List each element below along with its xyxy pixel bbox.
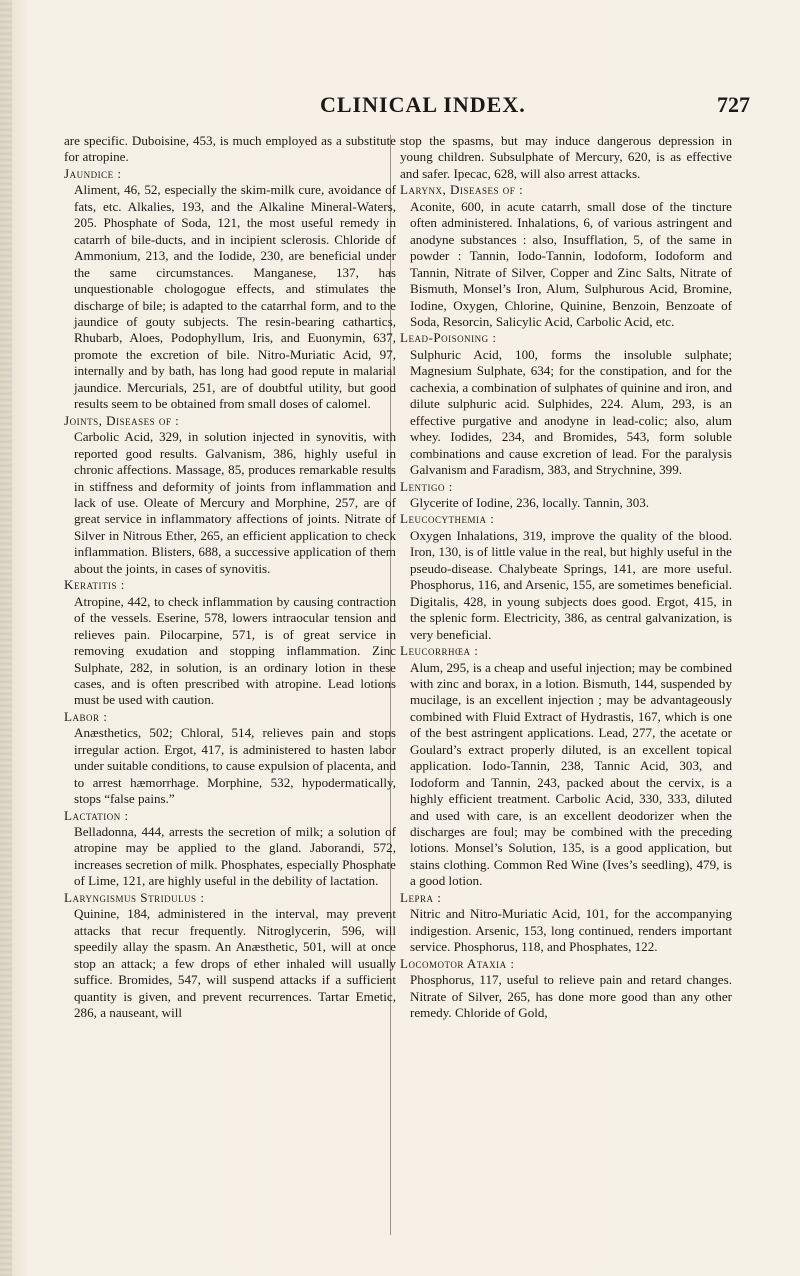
page-binding-edge [0,0,12,1276]
entry-heading-lentigo: Lentigo : [400,478,453,494]
entry-text-leucocythemia: Oxygen Inhalations, 319, improve the quality of the blood. Iron, 130, is of little value in the real, but highly useful in the pseudo-disease. Chalybeate Springs, 141, are more useful. Phosphorus, 116, and Arsenic, 155, are sometimes beneficial. Digitalis, 428, in young subjects does good. Ergot, 415, in the splenic form. Electricity, 386, as central galvanization, is very beneficial. [410,527,732,642]
entry-heading-larynx: Larynx, Diseases of : [400,182,524,198]
entry-heading-lead-poisoning: Lead-Poisoning : [400,330,497,346]
page-number: 727 [717,92,750,117]
entry-text-lactation: Belladonna, 444, arrests the secretion of milk; a solution of atropine may be applied to the gland. Jaborandi, 572, increases secretion of milk. Phosphates, especially Phosphate of Lime, 121, are highly useful in the debility of lactation. [74,824,396,889]
entry-heading-keratitis: Keratitis : [64,577,125,593]
entry-heading-lactation: Lactation : [64,807,129,823]
right-column [400,133,732,1021]
entry-heading-laryngismus: Laryngismus Stridulus : [64,889,205,905]
continued-text: stop the spasms, but may induce dangerous depression in young children. Subsulphate of Mercury, 620, is as effective and safer. Ipecac, 628, will also arrest attacks. [400,133,732,181]
entry-heading-lepra: Lepra : [400,889,442,905]
entry-heading-leucorrhoea: Leucorrhœa : [400,643,479,659]
entry-heading-labor: Labor : [64,708,108,724]
page-header [230,92,750,120]
entry-text-lepra: Nitric and Nitro-Muriatic Acid, 101, for the accompanying indigestion. Arsenic, 153, long continued, renders important service. Phosphorus, 118, and Phosphates, 122. [410,906,732,955]
entry-text-laryngismus: Quinine, 184, administered in the interval, may prevent attacks that recur frequently. Nitroglycerin, 596, will speedily allay the spasm. An Anæsthetic, 501, will at once stop an attack; a few drops of ether inhaled will usually suffice. Bromides, 547, will suspend attacks if a sufficient quantity is given, and prevent recurrences. Tartar Emetic, 286, a nauseant, will [74,906,396,1021]
running-title: CLINICAL INDEX. [320,92,526,117]
entry-text-locomotor-ataxia: Phosphorus, 117, useful to relieve pain and retard changes. Nitrate of Silver, 265, has done more good than any other remedy. Chloride of Gold, [410,972,732,1021]
entry-heading-joints: Joints, Diseases of : [64,412,180,428]
continued-text: are specific. Duboisine, 453, is much employed as a substitute for atropine. [64,133,396,165]
entry-text-labor: Anæsthetics, 502; Chloral, 514, relieves pain and stops irregular action. Ergot, 417, is administered to hasten labor under suitable conditions, to cause expulsion of placenta, and to arrest hæmorrhage. Morphine, 532, hypodermatically, stops “false pains.” [74,725,396,807]
entry-text-joints: Carbolic Acid, 329, in solution injected in synovitis, with reported good results. Galvanism, 386, highly useful in chronic affections. Massage, 85, produces remarkable results in stiffness and deformity of joints from inflammation and lack of use. Oleate of Mercury and Morphine, 257, are of great service in inflammatory affections of joints. Nitrate of Silver in Nitrous Ether, 265, an efficient application to check inflammation. Blisters, 688, a successive application of them about the joints, in cases of synovitis. [74,429,396,576]
entry-text-leucorrhoea: Alum, 295, is a cheap and useful injection; may be combined with zinc and borax, in a lotion. Bismuth, 144, suspended by mucilage, is an excellent injection ; may be advantageously combined with Fluid Extract of Hydrastis, 167, which is one of the best astringent applications. Lead, 277, the acetate or Goulard’s extract properly diluted, is an excellent topical application. Iodo-Tannin, 238, Tannic Acid, 303, and Iodoform and Tannin, 243, packed about the cervix, is a highly efficient treatment. Carbolic Acid, 330, 333, diluted and used with care, is an excellent deodorizer when the discharges are foul; may be combined with the preceding lotions. Monsel’s Solution, 135, is a good application, but stains clothing. Common Red Wine (Ives’s seedling), 479, is a good lotion. [410,659,732,889]
entry-heading-locomotor-ataxia: Locomotor Ataxia : [400,955,515,971]
entry-heading-leucocythemia: Leucocythemia : [400,511,495,527]
entry-text-keratitis: Atropine, 442, to check inflammation by causing contraction of the vessels. Eserine, 578, lowers intraocular tension and relieves pain. Pilocarpine, 571, is of great service in removing exudation and stopping inflammation. Zinc Sulphate, 282, in solution, is an ordinary lotion in these cases, and is often prescribed with atropine. Lead lotions must be used with caution. [74,593,396,708]
left-column [64,133,396,1021]
entry-text-larynx: Aconite, 600, in acute catarrh, small dose of the tincture often administered. Inhalations, 6, of various astringent and anodyne substances : also, Insufflation, 5, of the same in powder : Tannin, Iodo-Tannin, Iodoform, Iodoform and Tannin, Nitrate of Silver, Copper and Zinc Salts, Nitrate of Bismuth, Monsel’s Iron, Alum, Sulphurous Acid, Bromine, Iodine, Oxygen, Chlorine, Quinine, Benzoin, Benzoate of Soda, Resorcin, Salicylic Acid, Carbolic Acid, etc. [410,198,732,329]
entry-text-lead-poisoning: Sulphuric Acid, 100, forms the insoluble sulphate; Magnesium Sulphate, 634; for the constipation, and for the cachexia, a combination of sulphates of quinine and iron, and dilute sulphuric acid. Sulphides, 224. Alum, 293, is an effective purgative and anodyne in lead-colic; also, alum whey. Iodides, 234, and Bromides, 543, form soluble combinations and cause excretion of lead. For the paralysis Galvanism and Faradism, 383, and Strychnine, 399. [410,346,732,478]
entry-heading-jaundice: Jaundice : [64,165,122,181]
entry-text-jaundice: Aliment, 46, 52, especially the skim-milk cure, avoidance of fats, etc. Alkalies, 193, and the Alkaline Mineral-Waters, 205. Phosphate of Soda, 121, the most useful remedy in catarrh of bile-ducts, and in incipient sclerosis. Chloride of Ammonium, 213, and the Iodide, 230, are beneficial under the same circumstances. Manganese, 137, has unquestionable chologogue effects, and stimulates the discharge of bile; is adapted to the catarrhal form, and to the jaundice of gouty subjects. The resin-bearing cathartics, Rhubarb, Aloes, Podophyllum, Iris, and Euonymin, 637, promote the excretion of bile. Nitro-Muriatic Acid, 97, internally and by bath, has long had good repute in malarial jaundice. Mercurials, 251, are of doubtful utility, but good results seem to be obtained from small doses of calomel. [74,182,396,412]
entry-text-lentigo: Glycerite of Iodine, 236, locally. Tannin, 303. [410,494,650,510]
